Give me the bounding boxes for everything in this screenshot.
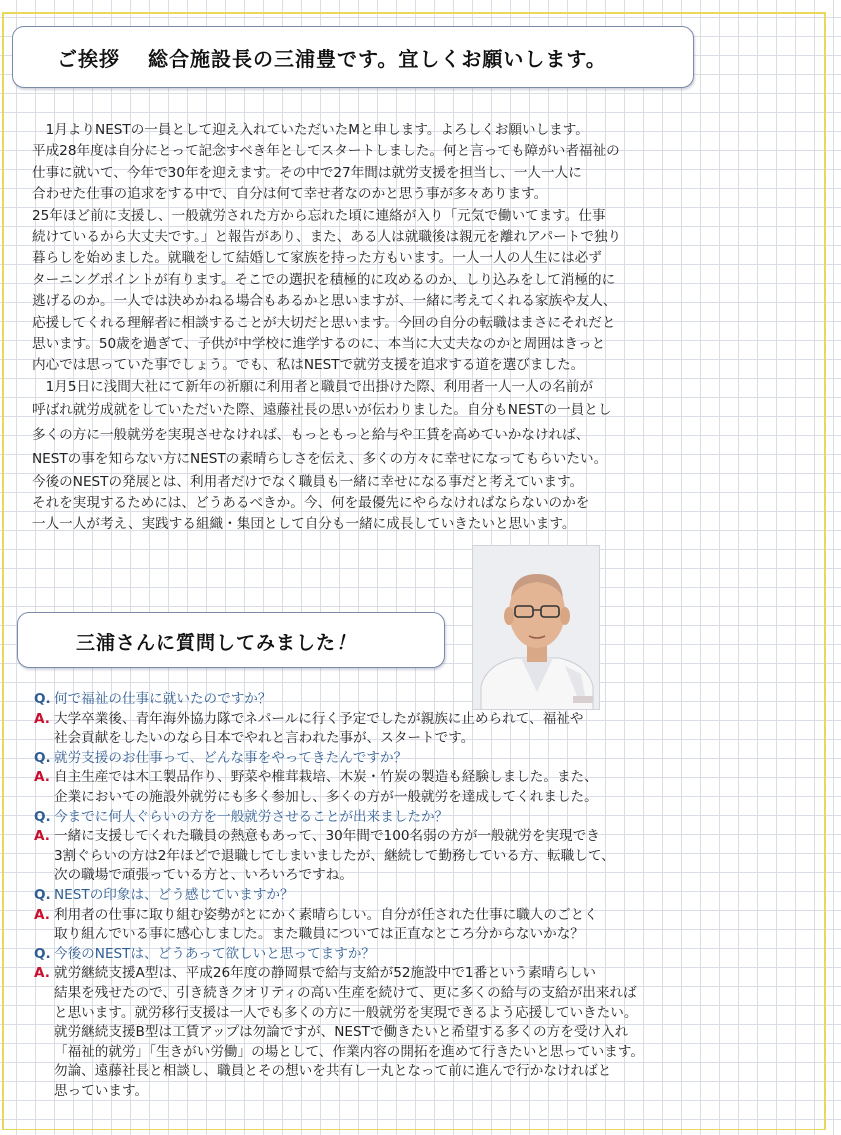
interview-title-mark: ！ [336,632,357,654]
answer-continuation: 取り組んでいる事に感心しました。また職員については正直なところ分からないかな？ [54,926,584,943]
intro-line: 25年ほど前に支援し、一般就労された方から忘れた頃に連絡が入り「元気で働いてます。仕事 [32,207,606,224]
question-text: 今後のNESTは、どうあって欲しいと思ってますか？ [54,945,376,962]
question-row [34,886,704,906]
answer-row [34,768,704,788]
answer-continuation: 企業においての施設外就労にも多く参加し、多くの方が一般就労を達成してくれました。 [54,788,598,805]
intro-line: 仕事に就いて、今年で30年を迎えます。その中で27年間は就労支援を担当し、一人一人に [32,164,582,181]
intro-line: 多くの方に一般就労を実現させなければ、もっともっと給与や工賃を高めていかなければ、 [32,426,590,443]
question-text: 就労支援のお仕事って、どんな事をやってきたんですか？ [54,749,408,766]
answer-marker: A. [34,965,50,982]
answer-continuation: 次の職場で頑張っている方と、いろいろですね。 [54,867,353,884]
answer-marker: A. [34,710,50,727]
answer-continuation: 結果を残せたので、引き続きクオリティの高い生産を続けて、更に多くの給与の支給が出来れば [54,984,637,1001]
answer-row [34,710,704,730]
answer-text: 一緒に支援してくれた職員の熱意もあって、30年間で100名弱の方が一般就労を実現でき [54,828,600,845]
intro-line: 1月5日に浅間大社にて新年の祈願に利用者と職員で出掛けた際、利用者一人一人の名前が [32,378,594,395]
question-row [34,808,704,828]
interview-qa [34,690,704,1101]
intro-line: 平成28年度は自分にとって記念すべき年としてスタートしました。何と言っても障がい者福祉の [32,143,620,160]
greeting-label: ご挨拶 [57,47,120,71]
greeting-title: 総合施設長の三浦豊です。宜しくお願いします。 [148,47,607,71]
answer-text: 利用者の仕事に取り組む姿勢がとにかく素晴らしい。自分が任された仕事に職人のごとく [54,906,598,923]
answer-row [34,827,704,847]
intro-line: ターニングポイントが有ります。そこでの選択を積極的に攻めるのか、しり込みをして消極的に [32,271,616,288]
answer-continuation: 3割ぐらいの方は2年ほどで退職してしまいましたが、継続して勤務している方、転職して、 [54,847,615,864]
answer-text: 自主生産では木工製品作り、野菜や椎茸栽培、木炭・竹炭の製造も経験しました。また、 [54,769,598,786]
question-row [34,749,704,769]
intro-line: 1月よりNESTの一員として迎え入れていただいたMと申します。よろしくお願いします。 [32,122,589,138]
question-row [34,945,704,965]
portrait-photo [472,545,600,710]
answer-continuation: 社会貢献をしたいのなら日本でやれと言われた事が、スタートです。 [54,730,475,747]
intro-line: 続けているから大丈夫です。」と報告があり、また、ある人は就職後は親元を離れアパートで独り [32,228,622,245]
intro-line: 逃げるのか。一人では決めかねる場合もあるかと思いますが、一緒に考えてくれる家族や友人、 [32,293,617,310]
question-row [34,690,704,710]
answer-continuation: 就労継続支援B型は工賃アップは勿論ですが、NESTで働きたいと希望する多くの方を受け入れ [54,1024,629,1041]
question-marker: Q. [34,808,51,825]
question-text: NESTの印象は、どう感じていますか？ [54,886,294,903]
intro-line: 内心では思っていた事でしょう。でも、私はNESTで就労支援を追求する道を選びました。 [32,357,585,374]
intro-text [32,120,692,536]
answer-continuation: 「福祉的就労」「生きがい労働」の場として、作業内容の開拓を進めて行きたいと思っています。 [54,1043,644,1060]
answer-text: 大学卒業後、青年海外協力隊でネパールに行く予定でしたが親族に止められて、福祉や [54,710,584,727]
intro-line: それを実現するためには、どうあるべきか。今、何を最優先にやらなければならないのかを [32,494,590,511]
intro-line: 一人一人が考え、実践する組織・集団として自分も一緒に成長していきたいと思います。 [32,516,576,533]
intro-line: 呼ばれ就労成就をしていただいた際、遠藤社長の思いが伝わりました。自分もNESTの一員とし [32,402,612,419]
greeting-title-box [12,26,694,88]
answer-continuation: と思います。就労移行支援は一人でも多くの方に一般就労を実現できるよう応援していきたい。 [54,1004,638,1021]
question-text: 今までに何人ぐらいの方を一般就労させることが出来ましたか？ [54,808,449,825]
answer-marker: A. [34,769,50,786]
intro-line: 思います。50歳を過ぎて、子供が中学校に進学するのに、本当に大丈夫なのかと周囲はきっと [32,335,606,352]
question-text: 何で福祉の仕事に就いたのですか？ [54,691,272,707]
answer-row [34,964,704,984]
intro-line: NESTの事を知らない方にNESTの素晴らしさを伝え、多くの方々に幸せになってもらいたい。 [32,451,608,468]
interview-title-text: 三浦さんに質問してみました [76,632,337,654]
answer-continuation: 思っています。 [54,1082,149,1099]
intro-line: 暮らしを始めました。就職をして結婚して家族を持った方もいます。一人一人の人生には必ず [32,250,602,267]
intro-line: 今後のNESTの発展とは、利用者だけでなく職員も一緒に幸せになる事だと考えています。 [32,473,584,490]
answer-marker: A. [34,906,50,923]
question-marker: Q. [34,945,51,962]
answer-marker: A. [34,828,50,845]
interview-title [76,628,356,655]
intro-line: 合わせた仕事の追求をする中で、自分は何て幸せ者なのかと思う事が多々あります。 [32,186,548,203]
page-title [57,43,607,72]
answer-text: 就労継続支援A型は、平成26年度の静岡県で給与支給が52施設中で1番という素晴らしい [54,965,596,982]
question-marker: Q. [34,886,51,903]
question-marker: Q. [34,749,51,766]
interview-title-box [17,612,445,668]
question-marker: Q. [34,691,51,707]
answer-continuation: 勿論、遠藤社長と相談し、職員とその想いを共有し一丸となって前に進んで行かなければと [54,1063,612,1080]
intro-line: 応援してくれる理解者に相談することが大切だと思います。今回の自分の転職はまさにそれだと [32,314,616,331]
answer-row [34,906,704,926]
